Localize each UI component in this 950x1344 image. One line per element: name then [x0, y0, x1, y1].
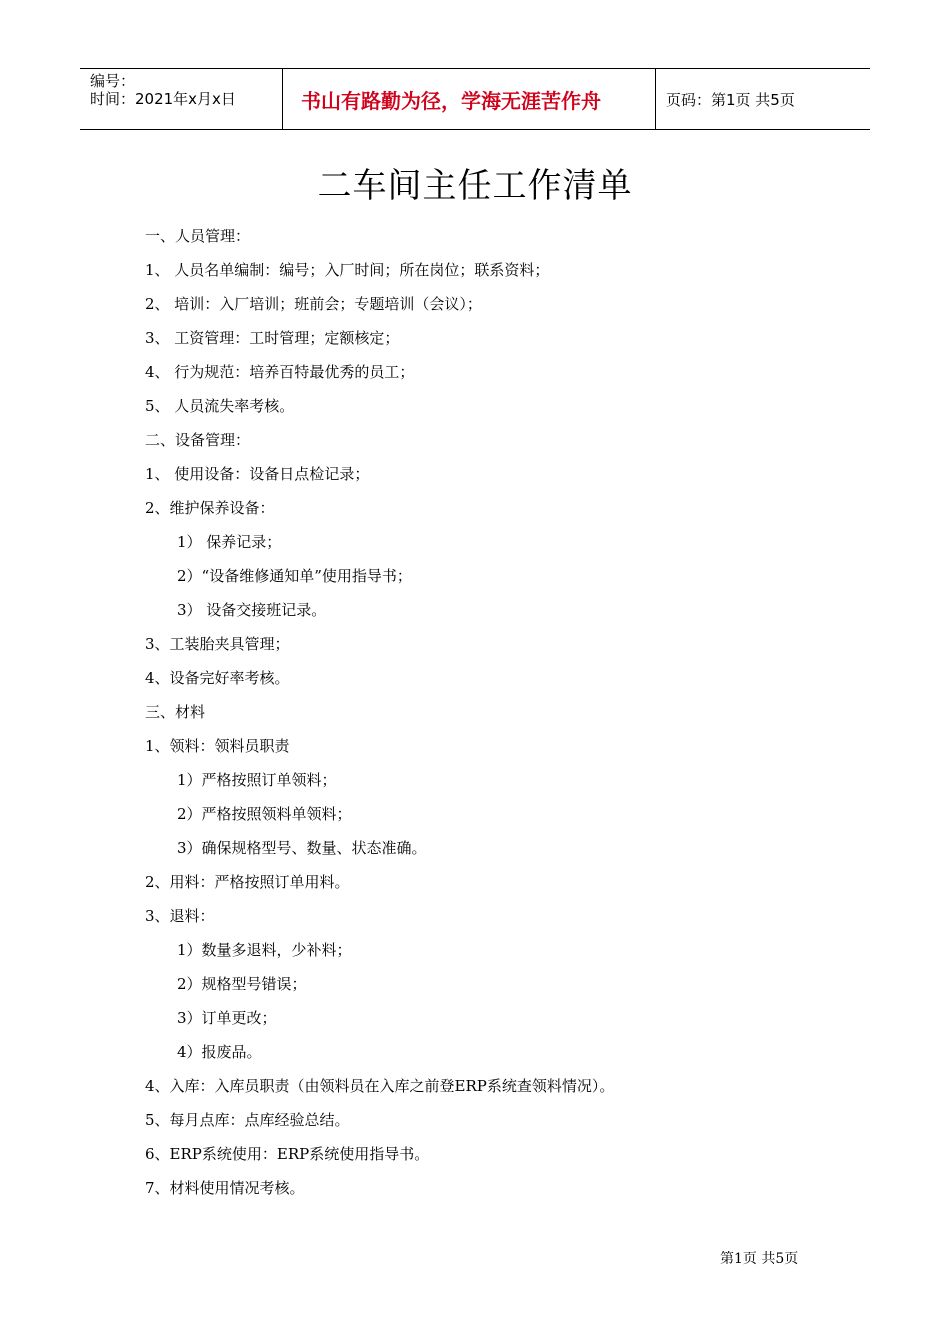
list-item: 4、入库：入库员职责（由领料员在入库之前登ERP系统查领料情况）。: [145, 1077, 615, 1095]
document-time-label: 时间：2021年x月x日: [90, 90, 236, 108]
header-motto: 书山有路勤为径，学海无涯苦作舟: [282, 69, 656, 129]
list-item: 2、用料：严格按照订单用料。: [145, 873, 350, 891]
page-footer-number: 第1页 共5页: [720, 1251, 799, 1267]
sub-list-item: 2）“设备维修通知单”使用指导书；: [177, 567, 412, 585]
sub-list-item: 2）规格型号错误；: [177, 975, 307, 993]
list-item: 3、 工资管理：工时管理；定额核定；: [145, 329, 400, 347]
list-item: 4、 行为规范：培养百特最优秀的员工；: [145, 363, 415, 381]
list-item: 1、 人员名单编制：编号；入厂时间；所在岗位；联系资料；: [145, 261, 550, 279]
header-info-cell: [80, 69, 282, 129]
sub-list-item: 1） 保养记录；: [177, 533, 282, 551]
sub-list-item: 3）确保规格型号、数量、状态准确。: [177, 839, 427, 857]
list-item: 7、材料使用情况考核。: [145, 1179, 305, 1197]
sub-list-item: 1）严格按照订单领料；: [177, 771, 337, 789]
section-heading: 二、设备管理：: [145, 431, 251, 449]
sub-list-item: 3） 设备交接班记录。: [177, 601, 327, 619]
document-body: [145, 222, 845, 1208]
list-item: 3、工装胎夹具管理；: [145, 635, 290, 653]
list-item: 1、领料：领料员职责: [145, 737, 290, 755]
list-item: 2、维护保养设备：: [145, 499, 275, 517]
list-item: 5、 人员流失率考核。: [145, 397, 295, 415]
sub-list-item: 2）严格按照领料单领料；: [177, 805, 352, 823]
list-item: 5、每月点库：点库经验总结。: [145, 1111, 350, 1129]
sub-list-item: 4）报废品。: [177, 1043, 262, 1061]
section-heading: 一、人员管理：: [145, 227, 251, 245]
header-page-number: 页码：第1页 共5页: [666, 90, 795, 109]
sub-list-item: 1）数量多退料，少补料；: [177, 941, 352, 959]
document-title: 二车间主任工作清单: [317, 166, 633, 206]
section-heading: 三、材料: [145, 703, 206, 721]
list-item: 2、 培训：入厂培训；班前会；专题培训（会议）；: [145, 295, 482, 313]
page-header: [80, 68, 870, 130]
list-item: 3、退料：: [145, 907, 215, 925]
list-item: 4、设备完好率考核。: [145, 669, 290, 687]
list-item: 6、ERP系统使用：ERP系统使用指导书。: [145, 1145, 430, 1163]
document-number-label: 编号：: [90, 72, 136, 90]
sub-list-item: 3）订单更改；: [177, 1009, 277, 1027]
list-item: 1、 使用设备：设备日点检记录；: [145, 465, 370, 483]
